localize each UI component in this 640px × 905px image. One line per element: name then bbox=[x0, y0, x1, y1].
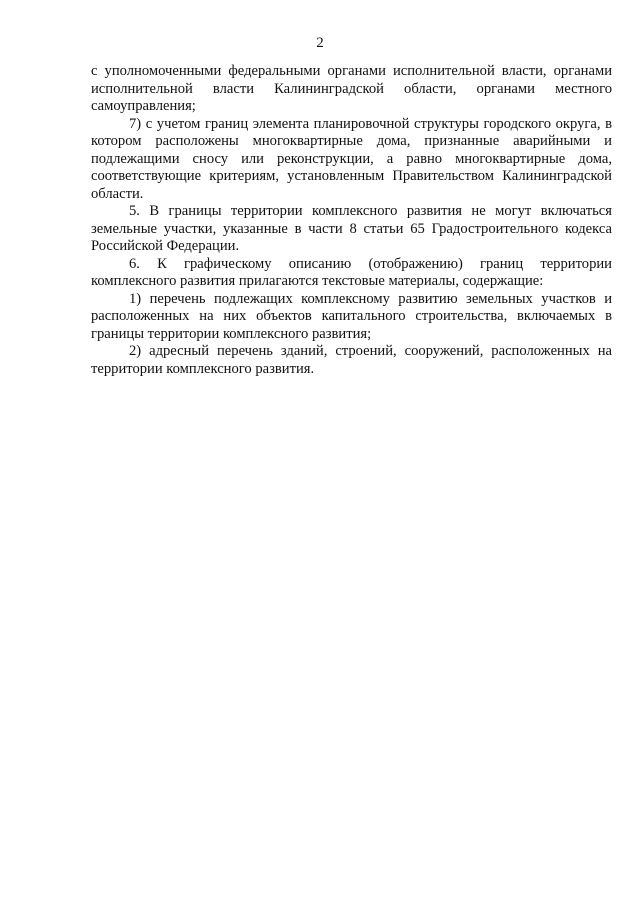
paragraph-section-6: 6. К графическому описанию (отображению) границ территории комплексного развития прилагаются текстовые материалы, содержащие: bbox=[91, 255, 612, 289]
paragraph-continuation: с уполномоченными федеральными органами исполнительной власти, органами исполнительной власти Калининградской области, органами местного самоуправления; bbox=[91, 63, 612, 114]
paragraph-section-5: 5. В границы территории комплексного развития не могут включаться земельные участки, указанные в части 8 статьи 65 Градостроительного кодекса Российской Федерации. bbox=[91, 203, 612, 254]
document-body bbox=[91, 63, 612, 378]
paragraph-item-1: 1) перечень подлежащих комплексному развитию земельных участков и расположенных на них объектов капитального строительства, включаемых в границы территории комплексного развития; bbox=[91, 290, 612, 342]
paragraph-item-2: 2) адресный перечень зданий, строений, сооружений, расположенных на территории комплексного развития. bbox=[91, 343, 612, 377]
paragraph-item-7: 7) с учетом границ элемента планировочной структуры городского округа, в котором расположены многоквартирные дома, признанные аварийными и подлежащими сносу или реконструкции, а равно многоквартирные дома, соответствующие критериям, установленным Правительством Калининградской области. bbox=[91, 115, 612, 202]
page-number: 2 bbox=[316, 35, 324, 51]
